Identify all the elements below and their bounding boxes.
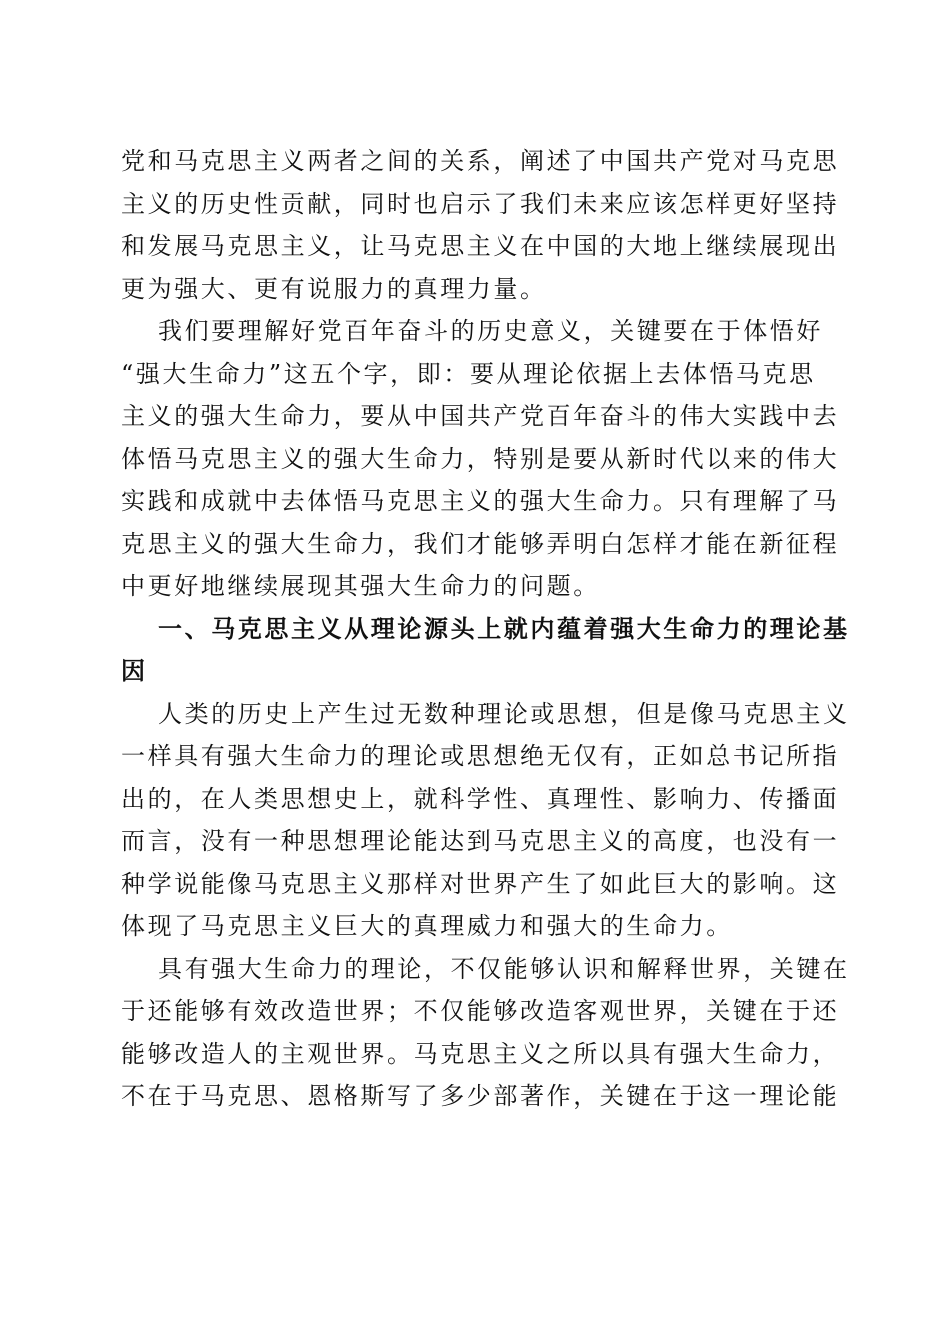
text-line: 出的，在人类思想史上，就科学性、真理性、影响力、传播面	[121, 784, 840, 813]
text-line: 更为强大、更有说服力的真理力量。	[121, 274, 547, 303]
text-line: 种学说能像马克思主义那样对世界产生了如此巨大的影响。这	[121, 869, 840, 898]
text-line: 一样具有强大生命力的理论或思想绝无仅有，正如总书记所指	[121, 742, 840, 770]
text-line: “强大生命力”这五个字，即：要从理论依据上去体悟马克思	[121, 359, 816, 388]
text-line: 具有强大生命力的理论，不仅能够认识和解释世界，关键在	[158, 954, 850, 983]
text-line: 体悟马克思主义的强大生命力，特别是要从新时代以来的伟大	[121, 444, 840, 473]
heading-line: 一、马克思主义从理论源头上就内蕴着强大生命力的理论基	[158, 614, 850, 643]
text-line: 克思主义的强大生命力，我们才能够弄明白怎样才能在新征程	[121, 529, 840, 558]
text-line: 而言，没有一种思想理论能达到马克思主义的高度，也没有一	[121, 827, 840, 855]
paragraph-continuation	[121, 140, 840, 310]
paragraph-human-history	[121, 693, 850, 948]
text-line: 主义的历史性贡献，同时也启示了我们未来应该怎样更好坚持	[121, 189, 840, 218]
text-line: 主义的强大生命力，要从中国共产党百年奋斗的伟大实践中去	[121, 402, 840, 430]
text-line: 于还能够有效改造世界；不仅能够改造客观世界，关键在于还	[121, 997, 840, 1025]
text-line: 党和马克思主义两者之间的关系，阐述了中国共产党对马克思	[121, 147, 840, 175]
heading-line: 因	[121, 657, 148, 685]
text-line: 我们要理解好党百年奋斗的历史意义，关键要在于体悟好	[158, 317, 823, 345]
text-line: 中更好地继续展现其强大生命力的问题。	[121, 572, 600, 600]
document-page	[121, 140, 850, 1118]
text-line: 和发展马克思主义，让马克思主义在中国的大地上继续展现出	[121, 232, 840, 260]
text-line: 不在于马克思、恩格斯写了多少部著作，关键在于这一理论能	[121, 1082, 840, 1110]
text-line: 能够改造人的主观世界。马克思主义之所以具有强大生命力，	[121, 1039, 840, 1068]
text-line: 人类的历史上产生过无数种理论或思想，但是像马克思主义	[158, 699, 850, 728]
text-line: 体现了马克思主义巨大的真理威力和强大的生命力。	[121, 912, 733, 940]
paragraph-theory-vitality	[121, 948, 850, 1118]
text-line: 实践和成就中去体悟马克思主义的强大生命力。只有理解了马	[121, 487, 840, 515]
section-heading-1	[121, 608, 850, 693]
paragraph-historical-significance	[121, 310, 840, 608]
